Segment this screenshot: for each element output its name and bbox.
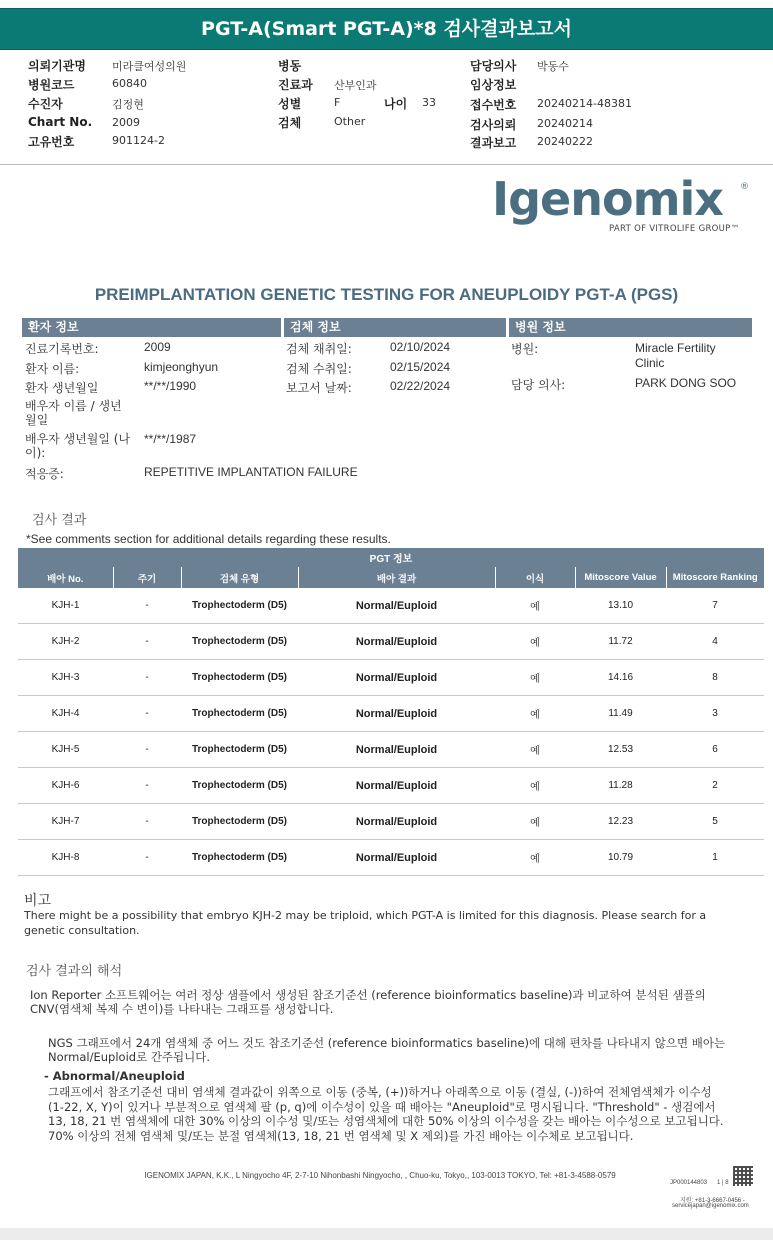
embryo-result-cell: Normal/Euploid xyxy=(298,660,495,696)
sample-label: 검체 채취일: xyxy=(286,342,352,356)
column-header: 이식 xyxy=(495,567,575,588)
header-label: Chart No. xyxy=(28,115,93,129)
mitoscore-value-cell: 14.16 xyxy=(575,660,666,696)
patient-value: kimjeonghyun xyxy=(144,360,219,374)
column-header: 검체 유형 xyxy=(181,567,298,588)
sample-type-cell: Trophectoderm (D5) xyxy=(181,588,298,624)
header-label: 접수번호 xyxy=(470,98,517,112)
header-value: 20240222 xyxy=(537,135,593,148)
mitoscore-value-cell: 12.23 xyxy=(575,804,666,840)
column-header: Mitoscore Value xyxy=(575,567,666,588)
header-label: 담당의사 xyxy=(470,59,517,73)
embryo-id-cell: KJH-4 xyxy=(18,696,113,732)
header-label: 진료과 xyxy=(278,78,313,92)
embryo-result-cell: Normal/Euploid xyxy=(298,804,495,840)
transfer-cell: 예 xyxy=(495,588,575,624)
cycle-cell: - xyxy=(113,660,181,696)
column-header: Mitoscore Ranking xyxy=(666,567,764,588)
transfer-cell: 예 xyxy=(495,804,575,840)
sample-type-cell: Trophectoderm (D5) xyxy=(181,768,298,804)
patient-label: 배우자 이름 / 생년월일 xyxy=(25,399,122,427)
patient-label: 환자 이름: xyxy=(25,362,80,376)
transfer-cell: 예 xyxy=(495,768,575,804)
qr-code-icon xyxy=(733,1166,753,1186)
cycle-cell: - xyxy=(113,588,181,624)
mitoscore-ranking-cell: 5 xyxy=(666,804,764,840)
logo-registered-mark: ® xyxy=(740,182,749,192)
abnormal-label: - Abnormal/Aneuploid xyxy=(44,1069,185,1083)
embryo-result-cell: Normal/Euploid xyxy=(298,840,495,876)
table-row xyxy=(18,624,764,660)
table-row xyxy=(18,732,764,768)
sample-value: 02/10/2024 xyxy=(390,340,451,354)
table-row xyxy=(18,804,764,840)
patient-label: 환자 생년월일 xyxy=(25,381,99,395)
table-header-row xyxy=(18,567,764,588)
pgt-results-table xyxy=(18,548,764,876)
sample-type-cell: Trophectoderm (D5) xyxy=(181,696,298,732)
sample-info-heading: 검체 정보 xyxy=(284,318,506,337)
embryo-id-cell: KJH-1 xyxy=(18,588,113,624)
header-label: 임상정보 xyxy=(470,78,517,92)
embryo-id-cell: KJH-8 xyxy=(18,840,113,876)
mitoscore-value-cell: 11.28 xyxy=(575,768,666,804)
interpretation-heading: 검사 결과의 해석 xyxy=(26,964,123,979)
cycle-cell: - xyxy=(113,624,181,660)
embryo-id-cell: KJH-6 xyxy=(18,768,113,804)
header-value: Other xyxy=(334,115,366,128)
table-row xyxy=(18,696,764,732)
transfer-cell: 예 xyxy=(495,840,575,876)
igenomix-logo xyxy=(492,172,757,242)
transfer-cell: 예 xyxy=(495,624,575,660)
page-bottom-edge xyxy=(0,1228,773,1240)
results-note: *See comments section for additional details regarding these results. xyxy=(26,532,391,546)
sample-value: 02/15/2024 xyxy=(390,360,451,374)
document-title: PREIMPLANTATION GENETIC TESTING FOR ANEUPLOIDY PGT-A (PGS) xyxy=(94,285,679,304)
cycle-cell: - xyxy=(113,768,181,804)
header-label: 검사의뢰 xyxy=(470,118,517,132)
sample-type-cell: Trophectoderm (D5) xyxy=(181,660,298,696)
hospital-value: Miracle Fertility Clinic xyxy=(635,341,716,370)
header-label: 수진자 xyxy=(28,97,63,111)
table-row xyxy=(18,840,764,876)
mitoscore-value-cell: 13.10 xyxy=(575,588,666,624)
header-value: 김정현 xyxy=(112,98,144,111)
embryo-id-cell: KJH-2 xyxy=(18,624,113,660)
sample-type-cell: Trophectoderm (D5) xyxy=(181,732,298,768)
embryo-result-cell: Normal/Euploid xyxy=(298,732,495,768)
hospital-label: 병원: xyxy=(511,342,539,356)
sample-value: 02/22/2024 xyxy=(390,379,451,393)
header-label: 병동 xyxy=(278,59,302,73)
header-value: 20240214 xyxy=(537,117,593,130)
sample-label: 보고서 날짜: xyxy=(286,381,352,395)
header-value: F xyxy=(334,96,341,109)
table-caption-row xyxy=(18,548,764,567)
transfer-cell: 예 xyxy=(495,732,575,768)
header-value: 60840 xyxy=(112,77,147,90)
header-label: 검체 xyxy=(278,116,302,130)
header-value: 20240214-48381 xyxy=(537,97,632,110)
sample-type-cell: Trophectoderm (D5) xyxy=(181,804,298,840)
hospital-label: 담당 의사: xyxy=(511,378,566,392)
header-value: 산부인과 xyxy=(334,79,377,92)
column-header: 배아 No. xyxy=(18,567,113,588)
embryo-result-cell: Normal/Euploid xyxy=(298,768,495,804)
support-email: servicejapan@igenomix.com xyxy=(672,1203,749,1209)
page-number: 1 | 8 xyxy=(717,1180,729,1186)
header-value: 901124-2 xyxy=(112,134,165,147)
interpretation-paragraph: NGS 그래프에서 24개 염색체 중 어느 것도 참조기준선 (reference bioinformatics baseline)에 대해 편차를 나타내지 않으면 배아는 Normal/Euploid로 간주됩니다. xyxy=(48,1036,726,1064)
footer-address: IGENOMIX JAPAN, K.K., L Ningyocho 4F, 2-7-10 Nihonbashi Ningyocho, , Chuo-ku, Tokyo,, 103-0013 TOKYO, Tel: +81-3-4588-0579 xyxy=(144,1171,616,1180)
header-value-age: 33 xyxy=(422,96,436,109)
sample-label: 검체 수취일: xyxy=(286,362,352,376)
patient-label: 배우자 생년월일 (나이): xyxy=(25,432,131,460)
patient-info-heading: 환자 정보 xyxy=(22,318,281,337)
column-header: 주기 xyxy=(113,567,181,588)
table-row xyxy=(18,588,764,624)
header-label: 의뢰기관명 xyxy=(28,59,86,73)
cycle-cell: - xyxy=(113,804,181,840)
embryo-id-cell: KJH-7 xyxy=(18,804,113,840)
header-label: 고유번호 xyxy=(28,135,75,149)
remarks-text: There might be a possibility that embryo KJH-2 may be triploid, which PGT-A is limited for this diagnosis. Please search for a genetic consultation. xyxy=(24,909,707,937)
mitoscore-ranking-cell: 3 xyxy=(666,696,764,732)
mitoscore-value-cell: 12.53 xyxy=(575,732,666,768)
header-label: 성별 xyxy=(278,97,302,111)
patient-value: **/**/1987 xyxy=(144,432,197,446)
mitoscore-value-cell: 11.72 xyxy=(575,624,666,660)
hospital-value: PARK DONG SOO xyxy=(635,376,737,390)
sample-type-cell: Trophectoderm (D5) xyxy=(181,840,298,876)
mitoscore-ranking-cell: 6 xyxy=(666,732,764,768)
results-heading: 검사 결과 xyxy=(32,513,87,528)
document-id: JP000144803 xyxy=(670,1180,708,1186)
patient-value: REPETITIVE IMPLANTATION FAILURE xyxy=(144,465,358,479)
sample-type-cell: Trophectoderm (D5) xyxy=(181,624,298,660)
mitoscore-value-cell: 10.79 xyxy=(575,840,666,876)
mitoscore-ranking-cell: 7 xyxy=(666,588,764,624)
support-phone: 지원: +81-3-6667-0456 - xyxy=(680,1198,745,1204)
header-label: 병원코드 xyxy=(28,78,75,92)
mitoscore-ranking-cell: 2 xyxy=(666,768,764,804)
mitoscore-ranking-cell: 8 xyxy=(666,660,764,696)
patient-value: **/**/1990 xyxy=(144,379,197,393)
embryo-id-cell: KJH-3 xyxy=(18,660,113,696)
remarks-heading: 비고 xyxy=(24,893,52,909)
table-row xyxy=(18,660,764,696)
cycle-cell: - xyxy=(113,696,181,732)
cycle-cell: - xyxy=(113,840,181,876)
patient-label: 진료기록번호: xyxy=(25,342,99,356)
cycle-cell: - xyxy=(113,732,181,768)
header-label-age: 나이 xyxy=(384,97,408,111)
patient-label: 적응증: xyxy=(25,467,64,481)
column-header: 배아 결과 xyxy=(298,567,495,588)
transfer-cell: 예 xyxy=(495,696,575,732)
header-value: 미라클여성의원 xyxy=(112,60,187,73)
embryo-result-cell: Normal/Euploid xyxy=(298,624,495,660)
header-value: 2009 xyxy=(112,116,140,129)
embryo-id-cell: KJH-5 xyxy=(18,732,113,768)
table-caption: PGT 정보 xyxy=(18,548,764,567)
header-label: 결과보고 xyxy=(470,136,517,150)
patient-value: 2009 xyxy=(144,340,171,354)
table-row xyxy=(18,768,764,804)
logo-wordmark: Igenomix xyxy=(492,172,723,226)
report-title: PGT-A(Smart PGT-A)*8 검사결과보고서 xyxy=(0,8,773,50)
logo-tagline: PART OF VITROLIFE GROUP™ xyxy=(609,224,740,234)
mitoscore-ranking-cell: 1 xyxy=(666,840,764,876)
interpretation-paragraph: 그래프에서 참조기준선 대비 염색체 결과값이 위쪽으로 이동 (중복, (+))하거나 아래쪽으로 이동 (결실, (-))하여 전체염색체가 이수성 (1-22, X, Y)이 있거나 부분적으로 염색체 팔 (p, q)에 이수성이 있을 때 배아는 "Aneuploid"로 명시됩니다. "Threshold" - 생검에서 13, 18, 21 번 염색체에 대한 30% 이상의 이수성 및/또는 성염색체에 대한 50% 이상의 이수성을 갖는 배아는 이수성으로 보고됩니다. 70% 이상의 전체 염색체 및/또는 분절 염색체(13, 18, 21 번 염색체 및 X 제외)를 가진 배아는 이수체로 보고됩니다. xyxy=(48,1085,724,1143)
interpretation-paragraph: Ion Reporter 소프트웨어는 여러 정상 샘플에서 생성된 참조기준선 (reference bioinformatics baseline)과 비교하여 분석된 샘플의 CNV(염색체 복제 수 변이)를 나타내는 그래프를 생성합니다. xyxy=(30,988,706,1016)
embryo-result-cell: Normal/Euploid xyxy=(298,696,495,732)
mitoscore-value-cell: 11.49 xyxy=(575,696,666,732)
hospital-info-heading: 병원 정보 xyxy=(509,318,752,337)
divider xyxy=(0,164,773,165)
mitoscore-ranking-cell: 4 xyxy=(666,624,764,660)
embryo-result-cell: Normal/Euploid xyxy=(298,588,495,624)
header-value: 박동수 xyxy=(537,60,569,73)
transfer-cell: 예 xyxy=(495,660,575,696)
